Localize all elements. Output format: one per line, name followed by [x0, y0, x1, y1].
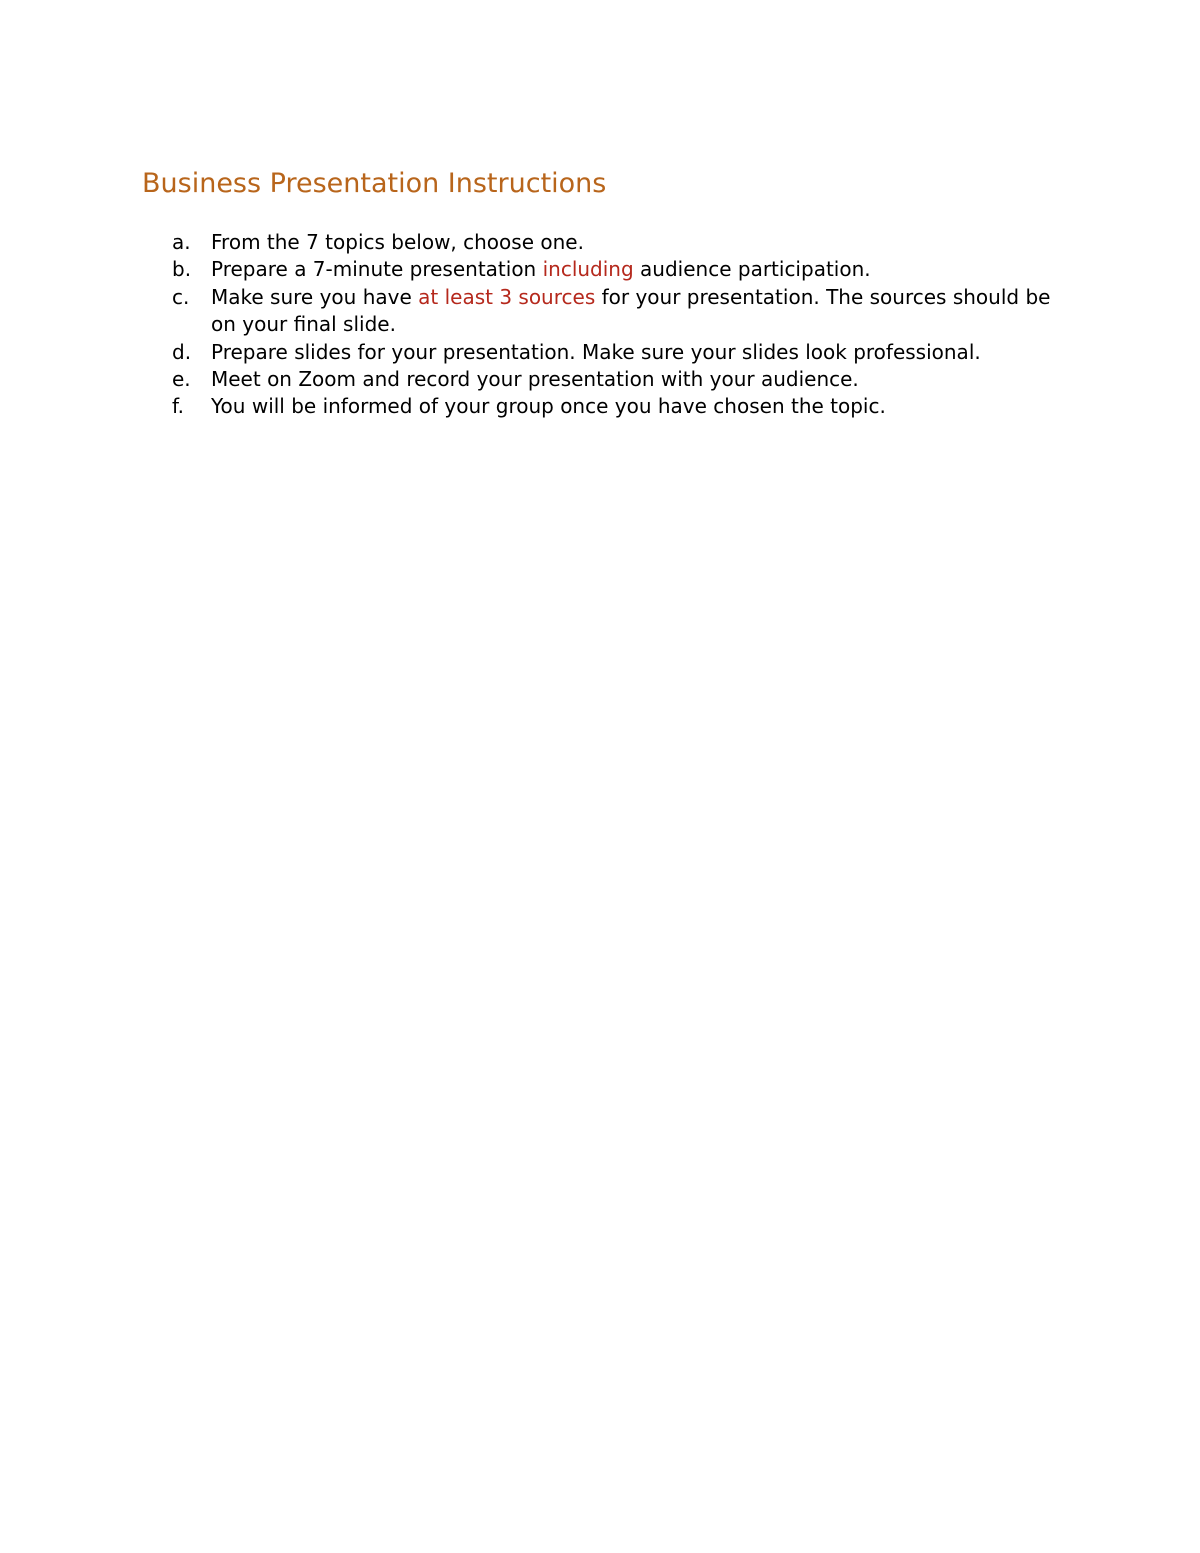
list-marker: a.: [172, 230, 191, 254]
highlighted-text: including: [542, 257, 634, 282]
item-text-continued: audience participation.: [633, 257, 871, 282]
item-text: Make sure you have: [211, 284, 419, 309]
list-marker: c.: [172, 284, 190, 309]
instruction-list: [172, 229, 1072, 421]
list-item: [172, 366, 1072, 393]
item-text: Prepare slides for your presentation. Make sure your slides look professional.: [211, 339, 981, 364]
list-item: [172, 393, 1072, 420]
list-item: [172, 284, 1072, 339]
list-item: [172, 256, 1072, 283]
item-text: Prepare a 7-minute presentation: [211, 257, 543, 282]
list-marker: e.: [172, 367, 191, 392]
item-text: You will be informed of your group once you have chosen the topic.: [211, 394, 886, 419]
highlighted-text: at least 3 sources: [418, 284, 596, 309]
document-title: Business Presentation Instructions: [142, 168, 607, 199]
list-item: [172, 229, 1072, 256]
item-text: From the 7 topics below, choose one.: [211, 230, 584, 254]
item-text: Meet on Zoom and record your presentation with your audience.: [211, 367, 859, 392]
list-marker: b.: [172, 257, 192, 282]
list-marker: f.: [172, 394, 184, 419]
item-text-continued: for your presentation. The sources should be on your final slide.: [211, 284, 1051, 337]
list-marker: d.: [172, 339, 192, 364]
list-item: [172, 339, 1072, 366]
